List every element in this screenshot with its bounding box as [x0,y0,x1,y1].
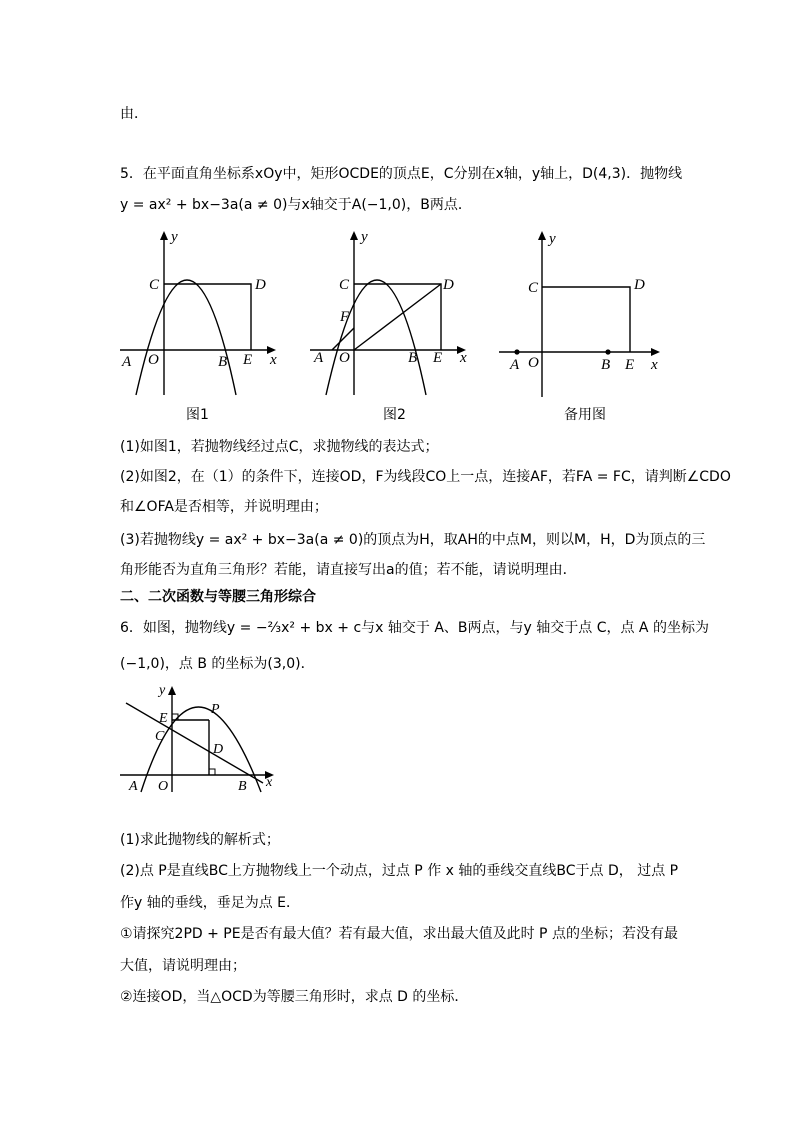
q6-label-E: E [159,711,168,726]
q6-part2-line1: (2)点 P是直线BC上方抛物线上一个动点，过点 P 作 x 轴的垂线交直线BC于点 D， 过点 P [120,863,679,879]
q6-sub1-line2: 大值，请说明理由； [120,958,246,974]
section2-title: 二、二次函数与等腰三角形综合 [120,589,316,605]
q6-figure [118,680,283,795]
q6-part2-line2: 作y 轴的垂线，垂足为点 E． [120,895,301,911]
fig2-label-y: y [361,229,368,245]
fig2-label-D: D [443,277,454,293]
q5-figure-backup-caption: 备用图 [564,407,606,423]
q6-label-C: C [155,729,165,744]
q5-part2-line2: 和∠OFA是否相等，并说明理由； [120,499,328,515]
backup-label-x: x [651,357,658,373]
fig2-label-E: E [433,350,443,366]
q6-label-y: y [159,683,166,698]
fig2-label-O: O [339,350,350,366]
q6-label-B: B [238,779,247,794]
q6-label-x: x [266,775,273,790]
q6-intro-line1: 6．如图，抛物线y = −⅔x² + bx + c与x 轴交于 A、B两点，与y 轴交于点 C，点 A 的坐标为 [120,620,709,636]
fig1-label-A: A [122,354,132,370]
q6-label-P: P [211,702,220,717]
q5-figure-1-caption: 图1 [186,407,209,423]
fig2-label-B: B [408,350,418,366]
q6-label-A: A [129,779,138,794]
fig1-label-O: O [148,352,159,368]
q5-figure-2 [308,225,473,400]
q5-intro-line2: y = ax² + bx−3a(a ≠ 0)与x轴交于A(−1,0)，B两点． [120,197,472,213]
q6-sub2: ②连接OD，当△OCD为等腰三角形时，求点 D 的坐标． [120,989,469,1005]
q5-part1: (1)如图1，若抛物线经过点C，求抛物线的表达式； [120,439,439,455]
fig2-label-x: x [460,350,467,366]
fig1-label-D: D [255,277,266,293]
backup-label-E: E [625,357,635,373]
backup-label-D: D [634,277,645,293]
fig2-label-C: C [339,277,350,293]
q6-sub1-line1: ①请探究2PD + PE是否有最大值？若有最大值，求出最大值及此时 P 点的坐标；若没有最 [120,926,678,942]
backup-label-O: O [528,355,539,371]
backup-label-A: A [510,357,520,373]
fig1-label-C: C [149,277,160,293]
q5-figure-backup [495,225,665,400]
backup-label-C: C [528,280,539,296]
q5-part3-line2: 角形能否为直角三角形？若能，请直接写出a的值；若不能，请说明理由． [120,562,577,578]
q5-part3-line1: (3)若抛物线y = ax² + bx−3a(a ≠ 0)的顶点为H，取AH的中点M，则以M，H，D为顶点的三 [120,532,706,548]
fig1-label-E: E [243,352,253,368]
fig2-label-A: A [314,350,324,366]
fig1-label-x: x [270,352,277,368]
fig1-label-y: y [171,229,178,245]
q5-intro-line1: 5．在平面直角坐标系xOy中，矩形OCDE的顶点E，C分别在x轴，y轴上，D(4,3)．抛物线 [120,166,683,182]
fig1-label-B: B [218,354,228,370]
q6-intro-line2: (−1,0)，点 B 的坐标为(3,0)． [120,656,315,672]
q6-part1: (1)求此抛物线的解析式； [120,832,280,848]
q5-figure-2-caption: 图2 [383,407,406,423]
backup-label-B: B [601,357,611,373]
q5-part2-line1: (2)如图2，在（1）的条件下，连接OD，F为线段CO上一点，连接AF，若FA = FC，请判断∠CDO [120,469,731,485]
q6-label-D: D [213,742,224,757]
q5-figure-1 [118,225,283,400]
previous-question-tail: 由． [120,106,148,122]
fig2-label-F: F [340,309,350,325]
backup-label-y: y [549,231,556,247]
q6-label-O: O [158,779,169,794]
